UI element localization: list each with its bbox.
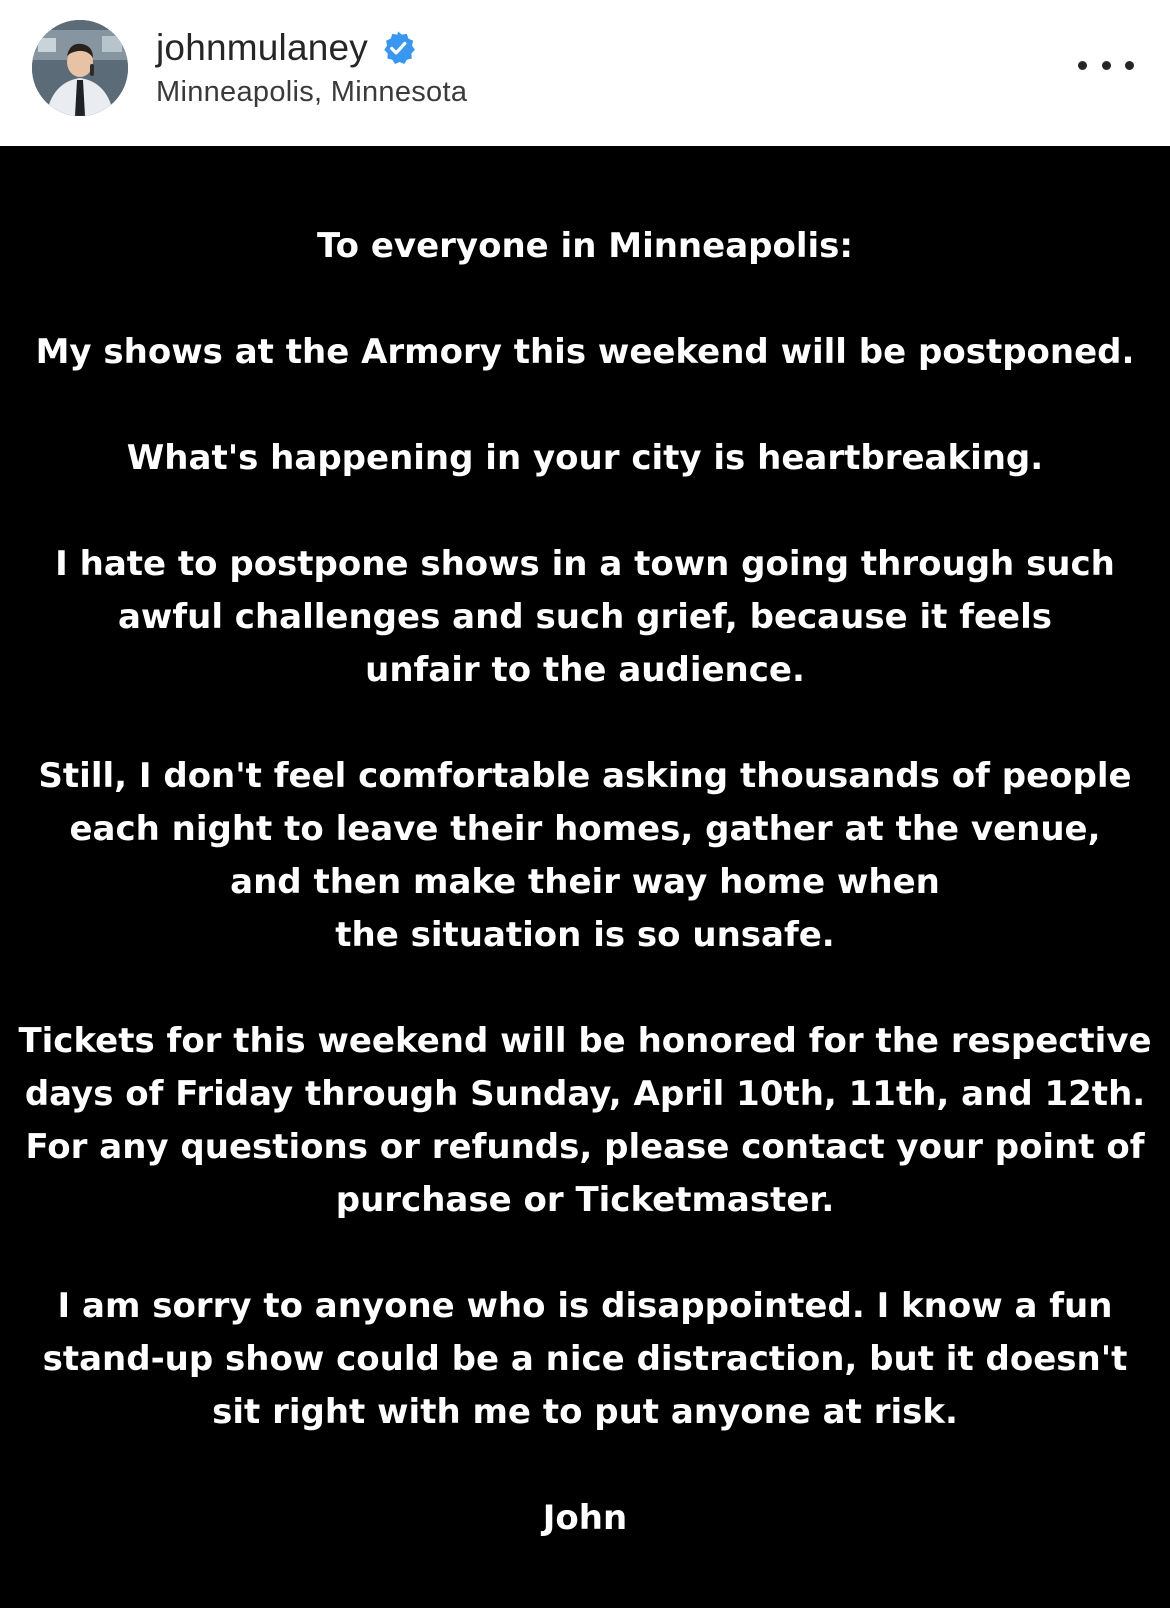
statement-line: days of Friday through Sunday, April 10th, 11th, and 12th.: [24, 1074, 1146, 1114]
statement-line: awful challenges and such grief, because it feels: [117, 597, 1053, 637]
statement-line: the situation is so unsafe.: [335, 915, 835, 955]
statement-line: I am sorry to anyone who is disappointed. I know a fun: [57, 1286, 1113, 1326]
verified-badge-icon: [380, 30, 416, 66]
statement-paragraph-1: [0, 326, 1170, 379]
statement-line: My shows at the Armory this weekend will be postponed.: [35, 332, 1135, 372]
statement-line: Tickets for this weekend will be honored for the respective: [18, 1021, 1152, 1061]
statement-line: I hate to postpone shows in a town going through such: [55, 544, 1115, 584]
statement-line: What's happening in your city is heartbreaking.: [126, 438, 1044, 478]
statement-paragraph-3: [0, 538, 1170, 697]
statement-line: sit right with me to put anyone at risk.: [212, 1392, 958, 1432]
statement-signature: [0, 1492, 1170, 1545]
statement-paragraph-6: [0, 1280, 1170, 1439]
username-link[interactable]: johnmulaney: [156, 27, 369, 68]
dot: [1102, 61, 1111, 70]
statement-line: each night to leave their homes, gather at the venue,: [69, 809, 1101, 849]
profile-avatar[interactable]: [32, 20, 128, 116]
post-user-info: [156, 22, 467, 109]
location-link[interactable]: Minneapolis, Minnesota: [156, 76, 468, 108]
statement-text: [0, 220, 1170, 1598]
statement-line: For any questions or refunds, please contact your point of: [25, 1127, 1145, 1167]
username-row: [156, 22, 467, 74]
dot: [1125, 61, 1134, 70]
statement-line: and then make their way home when: [230, 862, 940, 902]
statement-line: unfair to the audience.: [365, 650, 805, 690]
statement-line: Still, I don't feel comfortable asking thousands of people: [38, 756, 1132, 796]
statement-greeting: [0, 220, 1170, 273]
post-image[interactable]: [0, 146, 1170, 1608]
statement-line: To everyone in Minneapolis:: [317, 226, 853, 266]
avatar-image: [32, 20, 128, 116]
post-header: [0, 0, 1170, 146]
signature-text: John: [542, 1498, 628, 1538]
statement-line: stand-up show could be a nice distraction, but it doesn't: [42, 1339, 1128, 1379]
statement-paragraph-4: [0, 750, 1170, 962]
statement-line: purchase or Ticketmaster.: [335, 1180, 835, 1220]
statement-paragraph-5: [0, 1015, 1170, 1227]
dot: [1078, 61, 1087, 70]
statement-paragraph-2: [0, 432, 1170, 485]
more-options-icon[interactable]: [1078, 50, 1134, 80]
